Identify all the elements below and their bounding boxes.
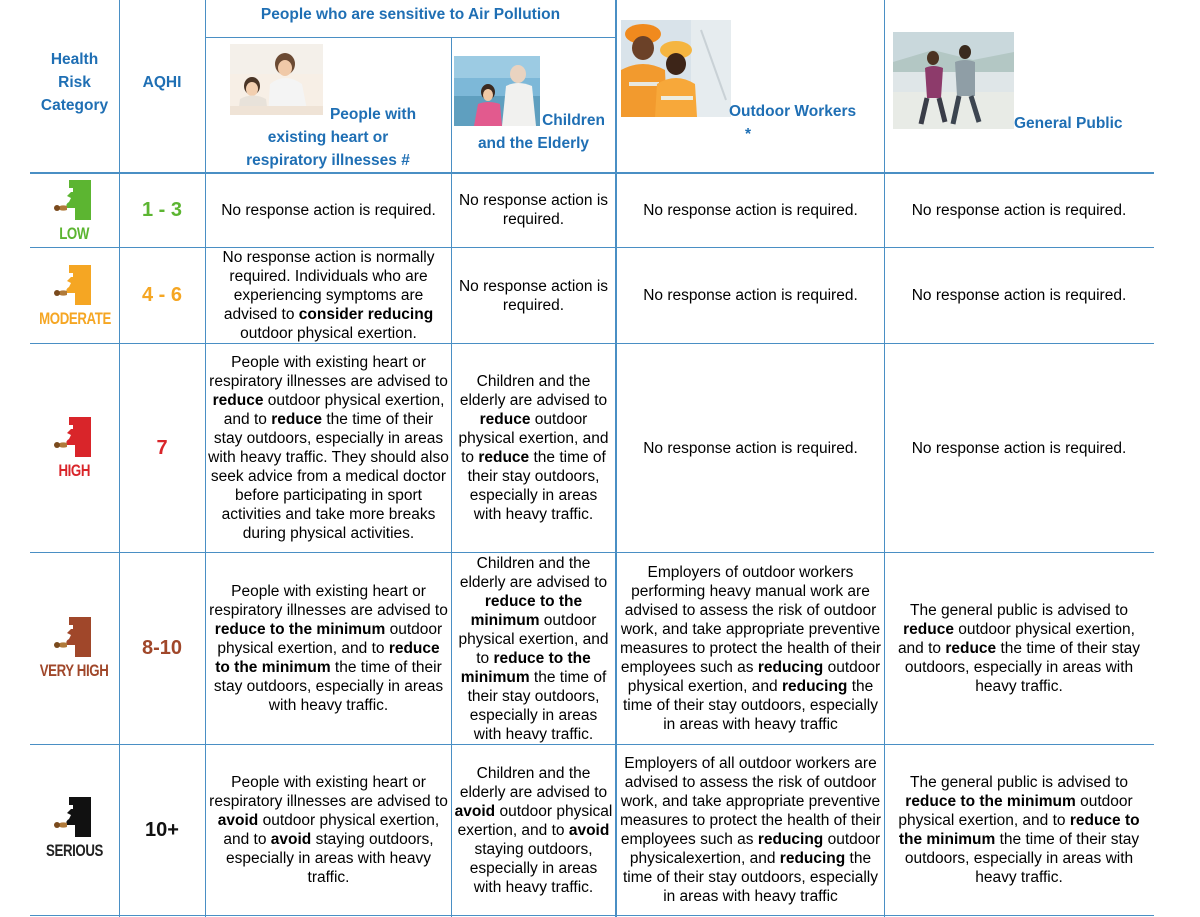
advice-text: Children and the elderly are advised to reduce to the minimum outdoor physical exertion, and to reduce to the minimum the time of their stay outdoors, especially in areas with heavy traffic.	[458, 554, 609, 743]
advice-text: No response action is required.	[911, 439, 1127, 457]
advice-cell	[452, 344, 615, 552]
advice-text: Children and the elderly are advised to reduce outdoor physical exertion, and to reduce the time of their stay outdoors, especially in areas with heavy traffic.	[458, 373, 609, 523]
advice-cell	[206, 745, 451, 915]
advice-text: No response action is required.	[221, 201, 436, 219]
advice-text: No response action is required.	[458, 192, 609, 228]
advice-cell	[617, 553, 884, 744]
advice-text: The general public is advised to reduce outdoor physical exertion, and to reduce the time of their stay outdoors, especially in areas with heavy traffic.	[897, 602, 1141, 695]
advice-cell	[452, 248, 615, 343]
advice-cell	[885, 344, 1153, 552]
advice-cell	[885, 173, 1153, 247]
advice-text: No response action is required.	[643, 287, 858, 304]
grid-line	[205, 37, 616, 38]
category-label: HIGH	[58, 461, 91, 480]
aqhi-value: 8-10	[141, 637, 183, 659]
category-label: MODERATE	[38, 309, 111, 328]
category-high	[30, 415, 119, 481]
advice-cell	[206, 553, 451, 744]
face-moderate-icon	[53, 263, 97, 307]
advice-text: No response action is normally required. Individuals who are experiencing symptoms are advised to consider reducing outdoor physical exertion.	[222, 249, 435, 342]
face-low-icon	[53, 178, 97, 222]
header-children-group: Children and the Elderly	[477, 112, 605, 152]
advice-cell	[206, 344, 451, 552]
advice-text: People with existing heart or respiratory illnesses are advised to avoid outdoor physical exertion, and to avoid staying outdoors, especially in areas with heavy traffic.	[209, 774, 448, 886]
advice-text: No response action is required.	[911, 287, 1127, 304]
header-heart-group: People with existing heart or respiratory illnesses #	[246, 106, 417, 169]
header-aqhi: AQHI	[142, 74, 182, 91]
face-very-high-icon	[53, 615, 97, 659]
advice-text: Children and the elderly are advised to avoid outdoor physical exertion, and to avoid staying outdoors, especially in areas with heavy traffic.	[454, 764, 613, 896]
advice-cell	[206, 248, 451, 343]
category-label: VERY HIGH	[40, 661, 109, 680]
aqhi-value: 1 - 3	[141, 198, 183, 221]
advice-text: Employers of all outdoor workers are advised to assess the risk of outdoor work, and take appropriate preventive measures to protect the health of their employees such as reducing outdoor physicalexertion, and reducing the time of their stay outdoors, especially in areas with heavy traffic	[619, 755, 882, 905]
header-risk-category: Health Risk Category	[40, 51, 109, 114]
advice-cell	[617, 344, 884, 552]
general-public-photo	[893, 32, 1014, 129]
aqhi-value: 4 - 6	[141, 284, 183, 306]
category-very-high	[30, 615, 119, 681]
advice-cell	[617, 248, 884, 343]
face-serious-icon	[53, 795, 97, 839]
category-low	[30, 178, 119, 244]
header-outdoor-workers: Outdoor Workers *	[729, 103, 857, 143]
advice-cell	[617, 173, 884, 247]
category-moderate	[30, 263, 119, 329]
advice-cell	[452, 173, 615, 247]
category-label: SERIOUS	[46, 841, 103, 860]
advice-text: No response action is required.	[911, 201, 1127, 219]
advice-text: People with existing heart or respiratory illnesses are advised to reduce to the minimum outdoor physical exertion, and to reduce to the minimum the time of their stay outdoors, especially in areas with heavy traffic.	[209, 583, 448, 714]
aqhi-value: 10+	[145, 818, 179, 841]
advice-cell	[206, 173, 451, 247]
advice-cell	[452, 745, 615, 915]
advice-text: No response action is required.	[643, 439, 858, 457]
advice-text: Employers of outdoor workers performing heavy manual work are advised to assess the risk of outdoor work, and take appropriate preventive measures to protect the health of their employees such as reducing outdoor physical exertion, and reducing the time of their stay outdoors, especially in areas with heavy traffic	[619, 564, 882, 733]
grid-line	[30, 915, 1154, 916]
advice-cell	[452, 553, 615, 744]
advice-text: People with existing heart or respiratory illnesses are advised to reduce outdoor physical exertion, and to reduce the time of their stay outdoors, especially in areas with heavy traffic. They should also seek advice from a medical doctor before participating in sport activities and take more breaks during physical activities.	[208, 354, 449, 542]
advice-text: The general public is advised to reduce to the minimum outdoor physical exertion, and to reduce to the minimum the time of their stay outdoors, especially in areas with heavy traffic.	[898, 774, 1140, 886]
face-high-icon	[53, 415, 97, 459]
category-label: LOW	[59, 224, 90, 243]
header-general-public: General Public	[1014, 115, 1123, 132]
advice-cell	[885, 248, 1153, 343]
advice-cell	[617, 745, 884, 915]
advice-cell	[885, 553, 1153, 744]
advice-cell	[885, 745, 1153, 915]
advice-text: No response action is required.	[458, 277, 609, 314]
header-sensitive-group: People who are sensitive to Air Pollution	[260, 6, 561, 23]
outdoor-workers-photo	[621, 20, 731, 117]
advice-text: No response action is required.	[643, 201, 858, 219]
aqhi-value: 7	[156, 436, 168, 459]
category-serious	[30, 795, 119, 861]
